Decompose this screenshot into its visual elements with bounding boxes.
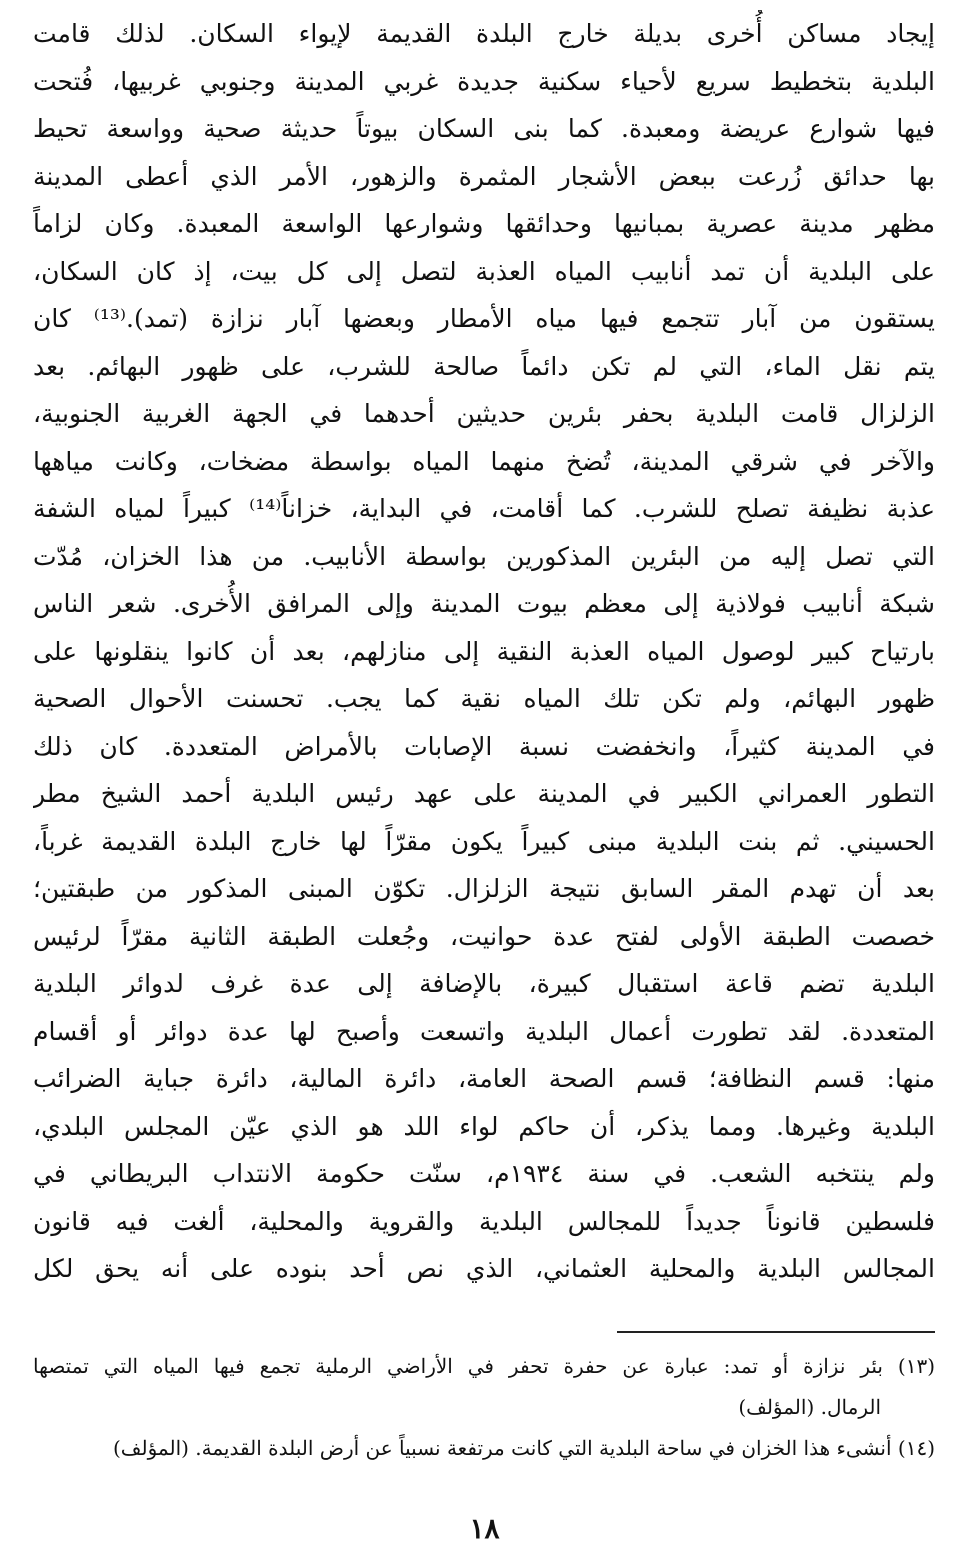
- footnote-13: (١٣) بئر نزازة أو تمد: عبارة عن حفرة تحفر في الأراضي الرملية تجمع فيها المياه التي تمتصها: [33, 1354, 935, 1378]
- text-line: المتعددة. لقد تطورت أعمال البلدية واتسعت وأصبح لها عدة دوائر أو أقسام: [33, 1016, 935, 1046]
- text-line: منها: قسم النظافة؛ قسم الصحة العامة، دائرة المالية، دائرة جباية الضرائب: [33, 1064, 935, 1093]
- text-line: إيجاد مساكن أُخرى بديلة خارج البلدة القديمة لإيواء السكان. لذلك قامت: [33, 19, 935, 48]
- text-line: ظهور البهائم، ولم تكن تلك المياه نقية كما يجب. تحسنت الأحوال الصحية: [33, 684, 935, 713]
- footnotes: [33, 1346, 935, 1469]
- text-line: بارتياح كبير لوصول المياه العذبة النقية إلى منازلهم، بعد أن كانوا ينقلونها على: [33, 636, 935, 666]
- footnote-separator: [617, 1331, 935, 1333]
- text-line: على البلدية أن تمد أنابيب المياه العذبة لتصل إلى كل بيت، إذ كان السكان،: [33, 256, 935, 286]
- page-number: ١٨: [469, 1512, 500, 1545]
- text-line: بعد أن تهدم المقر السابق نتيجة الزلزال. تكوّن المبنى المذكور من طبقتين؛: [33, 874, 935, 903]
- text-line: الزلزال قامت البلدية بحفر بئرين حديثين أحدهما في الجهة الغربية الجنوبية،: [33, 399, 935, 428]
- text-line: بها حدائق زُرعت ببعض الأشجار المثمرة والزهور، الأمر الذي أعطى المدينة: [33, 161, 935, 191]
- text-line: في المدينة كثيراً، وانخفضت نسبة الإصابات بالأمراض المتعددة. كان ذلك: [33, 731, 935, 761]
- text-line: البلدية تضم قاعة استقبال كبيرة، بالإضافة إلى عدة غرف لدوائر البلدية: [33, 969, 935, 998]
- text-line: يستقون من آبار تتجمع فيها مياه الأمطار وبعضها آبار نزازة (تمد).⁽¹³⁾ كان: [33, 304, 935, 333]
- text-line: فلسطين قانوناً جديداً للمجالس البلدية والقروية والمحلية، ألغت فيه قانون: [33, 1206, 935, 1236]
- main-paragraph: [33, 10, 935, 1293]
- text-line: البلدية وغيرها. ومما يذكر، أن حاكم لواء اللد هو الذي عيّن المجلس البلدي،: [33, 1111, 935, 1141]
- footnote-13-continued: الرمال. (المؤلف): [738, 1395, 881, 1419]
- text-line: الحسيني. ثم بنت البلدية مبنى كبيراً يكون مقرّاً لها خارج البلدة القديمة غرباً،: [33, 826, 935, 856]
- footnote-14: (١٤) أنشىء هذا الخزان في ساحة البلدية التي كانت مرتفعة نسبياً عن أرض البلدة القديمة. (المؤلف): [112, 1436, 935, 1460]
- text-line: والآخر في شرقي المدينة، تُضخ منهما المياه بواسطة مضخات، وكانت مياهها: [33, 446, 935, 476]
- text-line: التطور العمراني الكبير في المدينة على عهد رئيس البلدية أحمد الشيخ مطر: [33, 779, 935, 808]
- text-line: يتم نقل الماء، التي لم تكن دائماً صالحة للشرب، على ظهور البهائم. بعد: [33, 351, 935, 381]
- text-line: مظهر مدينة عصرية بمبانيها وحدائقها وشوارعها الواسعة المعبدة. وكان لزاماً: [33, 209, 935, 238]
- text-line: التي تصل إليه من البئرين المذكورين بواسطة الأنابيب. من هذا الخزان، مُدّت: [33, 541, 935, 571]
- text-line: عذبة نظيفة تصلح للشرب. كما أقامت، في البداية، خزاناً⁽¹⁴⁾ كبيراً لمياه الشفة: [33, 494, 935, 523]
- text-line: ولم ينتخبه الشعب. في سنة ١٩٣٤م، سنّت حكومة الانتداب البريطاني في: [33, 1159, 935, 1188]
- text-line: البلدية بتخطيط سريع لأحياء سكنية جديدة غربي المدينة وجنوبي غربيها، فُتحت: [33, 66, 935, 96]
- text-line: المجالس البلدية والمحلية العثماني، الذي نص أحد بنوده على أنه يحق لكل: [33, 1254, 935, 1283]
- text-line: فيها شوارع عريضة ومعبدة. كما بنى السكان بيوتاً حديثة صحية وواسعة تحيط: [33, 114, 935, 143]
- text-line: شبكة أنابيب فولاذية إلى معظم بيوت المدينة وإلى المرافق الأُخرى. شعر الناس: [33, 589, 935, 618]
- text-line: خصصت الطبقة الأولى لفتح عدة حوانيت، وجُعلت الطبقة الثانية مقرّاً لرئيس: [33, 921, 935, 951]
